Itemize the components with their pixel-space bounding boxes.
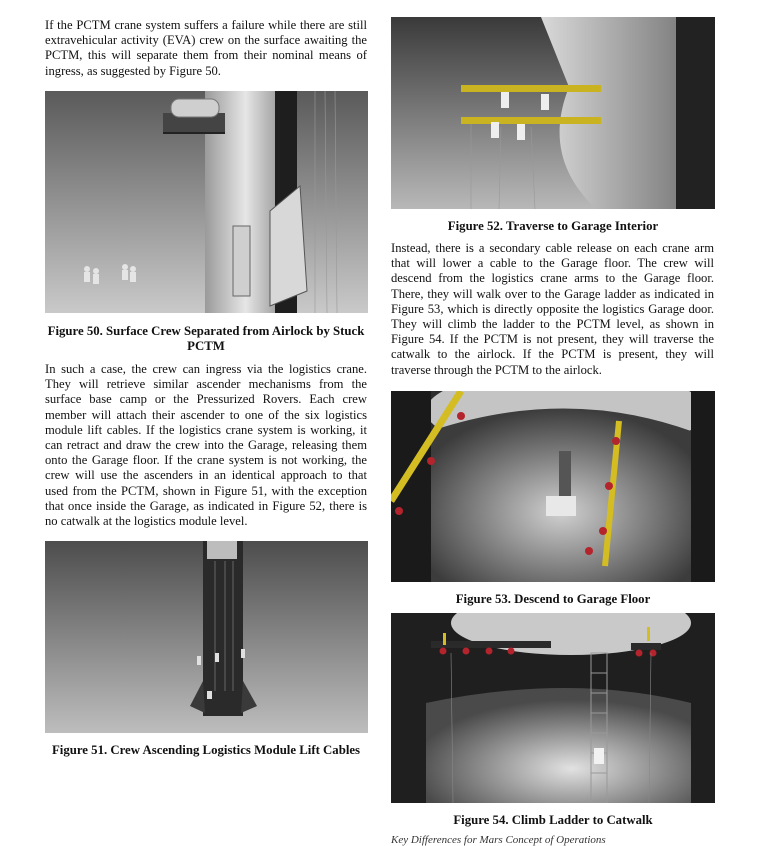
- figure-53-caption: Figure 53. Descend to Garage Floor: [455, 592, 651, 606]
- next-section-heading: Key Differences for Mars Concept of Operations: [391, 834, 606, 846]
- figure-54-caption: Figure 54. Climb Ladder to Catwalk: [453, 813, 653, 827]
- figure-53-image: [391, 391, 715, 582]
- figure-51-caption: Figure 51. Crew Ascending Logistics Module Lift Cables: [51, 743, 361, 757]
- paragraph-ingress-logistics-crane: In such a case, the crew can ingress via the logistics crane. They will retrieve similar ascender mechanisms from the surface base camp or the Pressurized Rovers. Each crew member will attach their ascender to one of the six logistics module lift cables. If the logistics crane system is working, it can retract and draw the crew into the Garage, releasing them onto the Garage floor. If the crane system is not working, the crew will use the ascenders in an identical approach to that used from the PCTM, shown in Figure 51, with the exception that once inside the Garage, as indicated in Figure 52, there is no catwalk at the logistics module level.: [45, 362, 367, 529]
- figure-52-caption: Figure 52. Traverse to Garage Interior: [447, 219, 659, 233]
- figure-52-image: [391, 17, 715, 209]
- paragraph-pctm-failure: If the PCTM crane system suffers a failure while there are still extravehicular activity (EVA) crew on the surface awaiting the PCTM, this will separate them from their nominal means of ingress, as suggested by Figure 50.: [45, 18, 367, 78]
- figure-50-caption: Figure 50. Surface Crew Separated from Airlock by Stuck PCTM: [47, 324, 365, 353]
- paragraph-secondary-cable-release: Instead, there is a secondary cable release on each crane arm that will lower a cable to the Garage floor. The crew will descend from the logistics crane arms to the Garage floor. There, they will walk over to the Garage ladder as indicated in Figure 53, which is directly opposite the logistics Garage door. They will climb the ladder to the PCTM level, as shown in Figure 54. If the PCTM is not present, they will traverse the catwalk to the airlock. If the PCTM is present, they will traverse through the PCTM to the airlock.: [391, 241, 714, 377]
- figure-51-image: [45, 541, 368, 733]
- figure-50-image: [45, 91, 368, 313]
- figure-54-image: [391, 613, 715, 803]
